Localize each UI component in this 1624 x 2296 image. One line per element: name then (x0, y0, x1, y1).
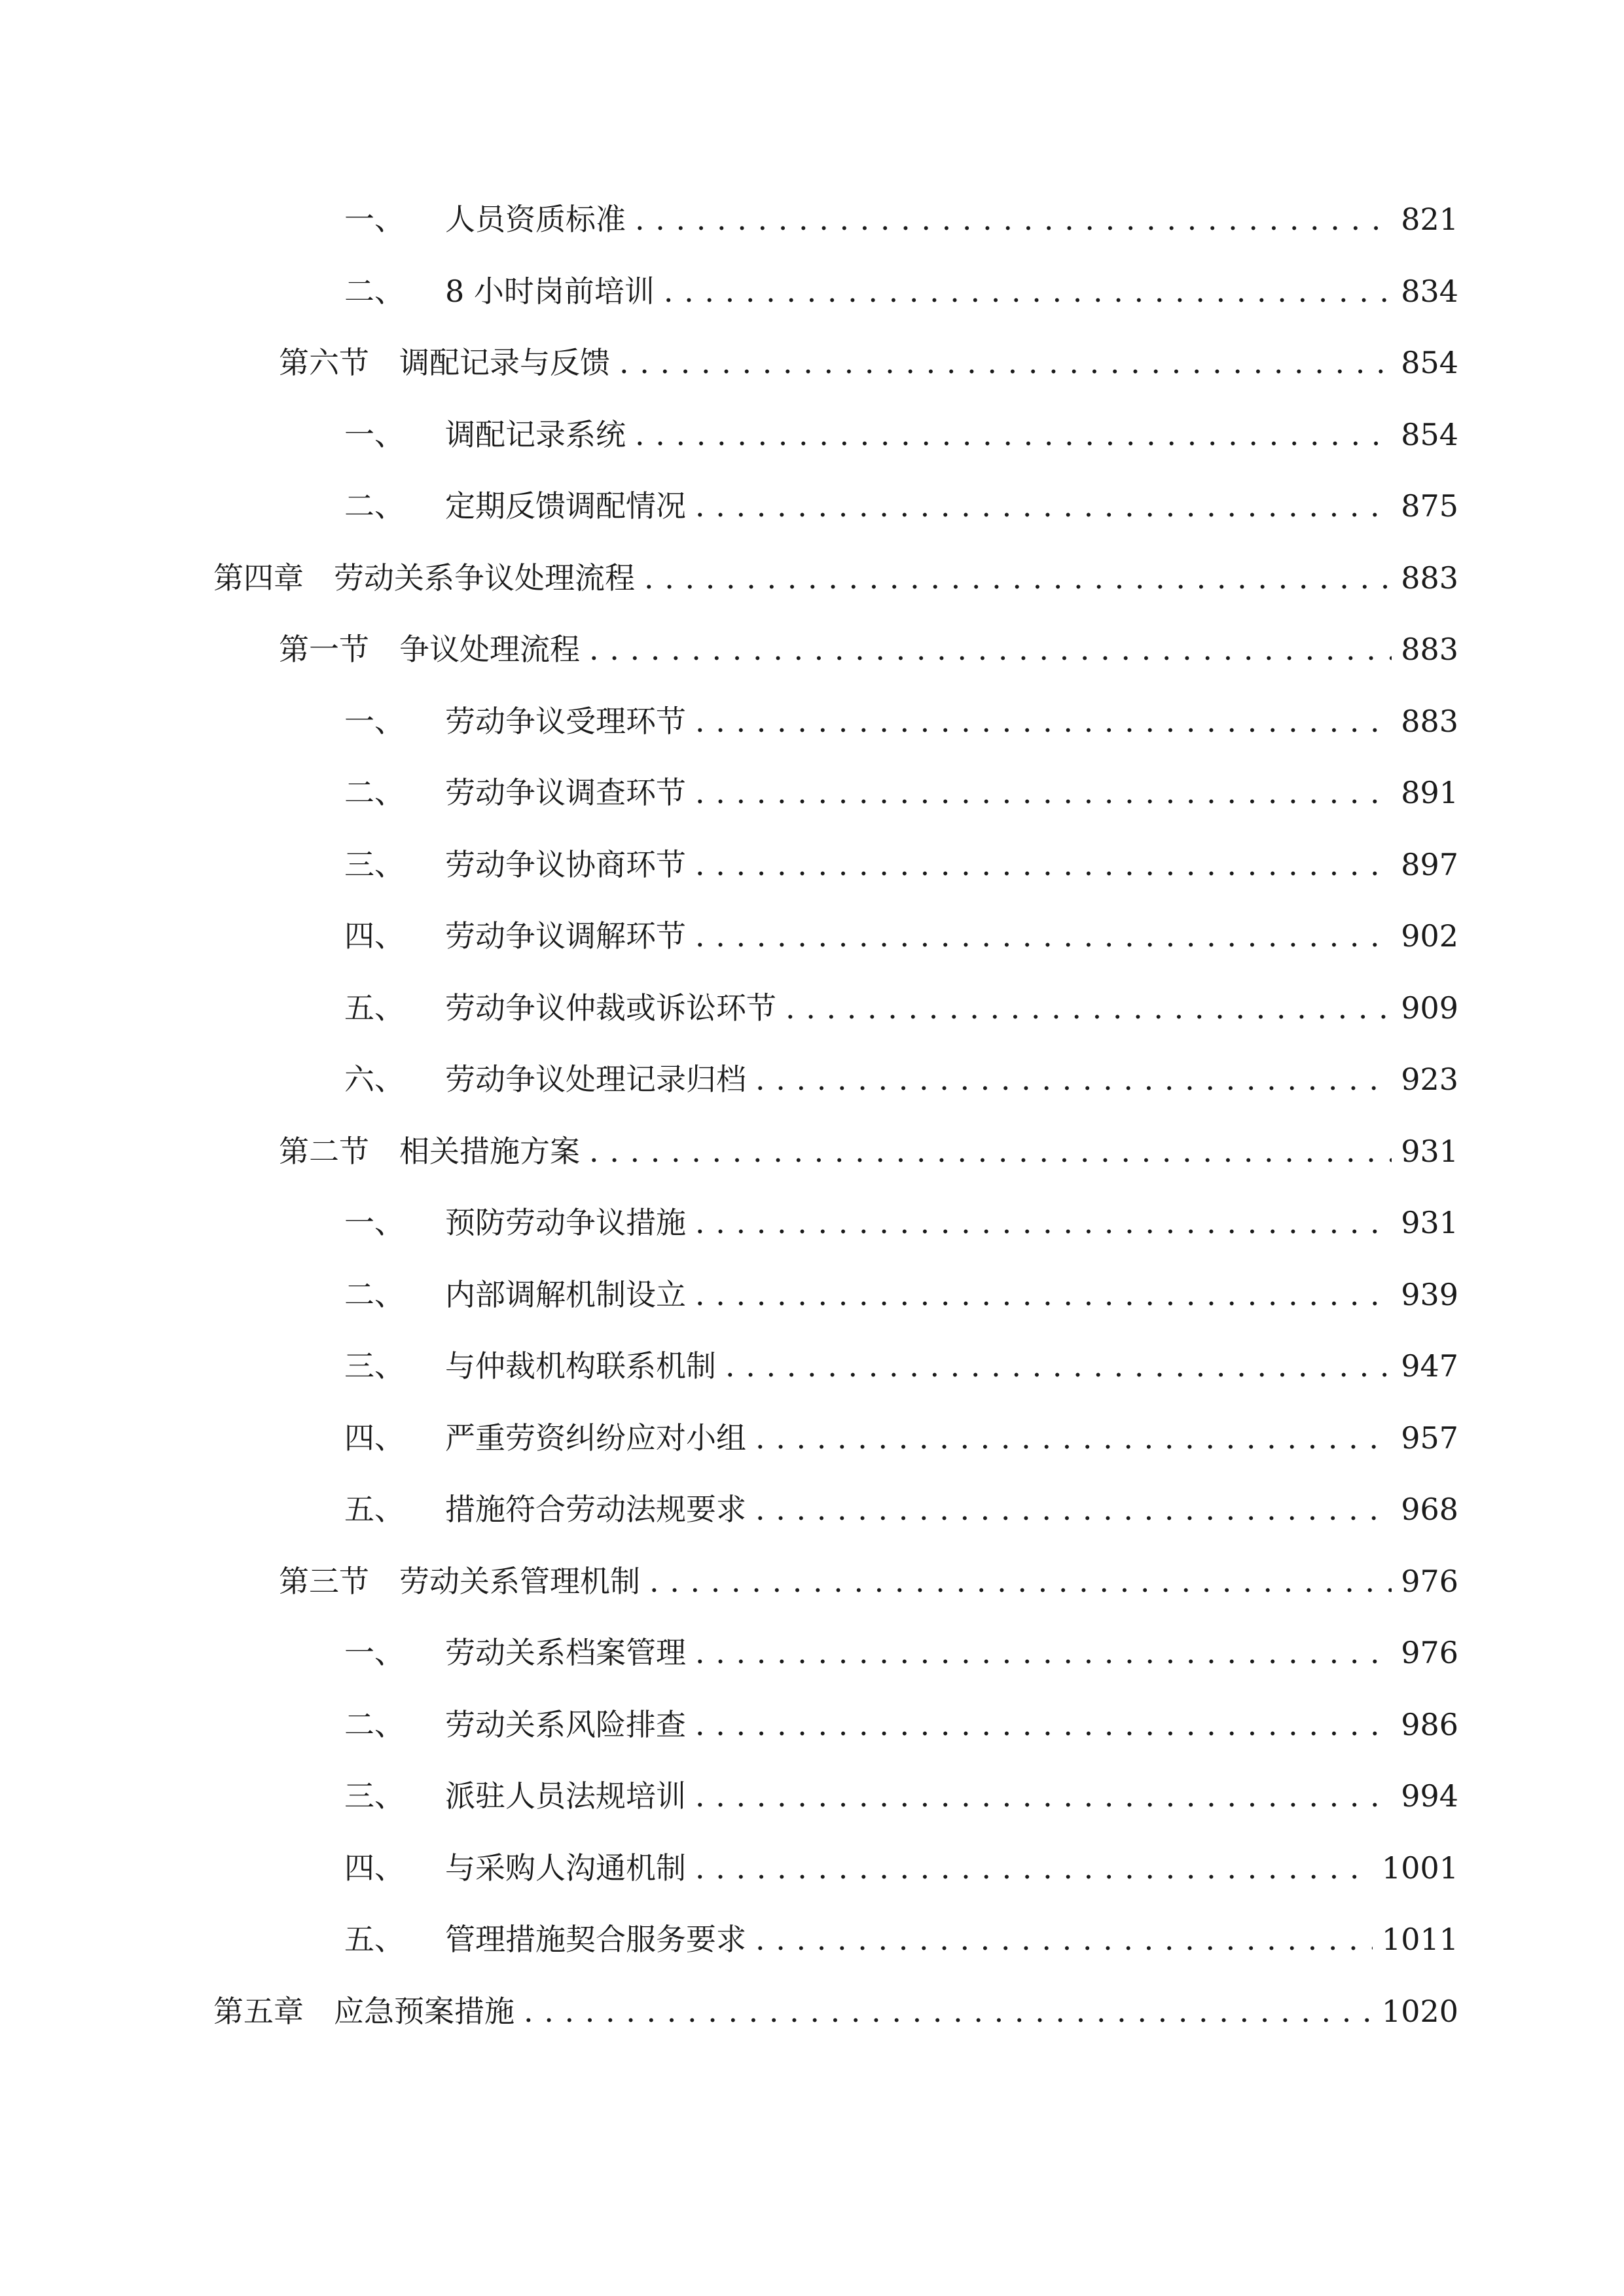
toc-entry-number: 二、 (344, 274, 405, 309)
toc-leader-dots (664, 265, 1392, 317)
toc-entry-number: 三、 (344, 1348, 405, 1384)
toc-entry-number: 二、 (344, 1707, 405, 1742)
toc-entry[interactable] (344, 1698, 1458, 1751)
toc-entry[interactable] (279, 1125, 1458, 1177)
toc-leader-dots (695, 766, 1392, 819)
toc-entry[interactable] (344, 982, 1458, 1034)
toc-entry-page: 1020 (1381, 1994, 1458, 2029)
toc-entry-page: 883 (1401, 704, 1458, 739)
toc-entry[interactable] (344, 1340, 1458, 1392)
toc-leader-dots (755, 1483, 1392, 1535)
toc-entry-title: 与仲裁机构联系机制 (445, 1348, 716, 1384)
toc-entry-page: 854 (1401, 417, 1458, 452)
toc-entry-title: 内部调解机制设立 (445, 1277, 686, 1312)
toc-entry-number: 一、 (344, 1205, 405, 1240)
toc-entry-page: 976 (1401, 1635, 1458, 1670)
toc-entry-title: 人员资质标准 (445, 202, 626, 237)
toc-entry-page: 923 (1401, 1062, 1458, 1097)
toc-entry-title: 劳动关系档案管理 (445, 1635, 686, 1670)
toc-entry[interactable] (279, 623, 1458, 675)
toc-entry-number: 二、 (344, 1277, 405, 1312)
toc-entry-page: 931 (1401, 1134, 1458, 1169)
toc-leader-dots (644, 552, 1392, 604)
toc-entry-title: 派驻人员法规培训 (445, 1778, 686, 1814)
toc-entry-title: 严重劳资纠纷应对小组 (445, 1420, 746, 1456)
toc-entry-page: 939 (1401, 1277, 1458, 1312)
toc-entry-title: 劳动争议协商环节 (445, 847, 686, 882)
toc-entry-page: 897 (1401, 847, 1458, 882)
toc-leader-dots (589, 623, 1392, 675)
toc-entry-title: 劳动关系争议处理流程 (334, 560, 635, 596)
toc-leader-dots (695, 1626, 1392, 1679)
toc-entry-number: 六、 (344, 1062, 405, 1097)
toc-entry-title: 劳动关系管理机制 (399, 1564, 640, 1599)
toc-entry-number: 五、 (344, 1492, 405, 1527)
toc-entry-title: 劳动争议调解环节 (445, 918, 686, 954)
toc-entry-number: 二、 (344, 488, 405, 524)
toc-entry-title: 劳动争议受理环节 (445, 704, 686, 739)
toc-entry-title: 相关措施方案 (399, 1134, 580, 1169)
toc-leader-dots (755, 1412, 1392, 1464)
toc-entry-number: 二、 (344, 775, 405, 810)
toc-entry-title: 调配记录与反馈 (399, 345, 610, 380)
toc-entry[interactable] (344, 695, 1458, 747)
toc-entry-number: 四、 (344, 1420, 405, 1456)
toc-leader-dots (635, 193, 1392, 245)
toc-leader-dots (755, 1053, 1392, 1105)
toc-leader-dots (649, 1555, 1392, 1607)
toc-leader-dots (695, 480, 1392, 532)
toc-entry-page: 902 (1401, 918, 1458, 954)
toc-entry[interactable] (279, 336, 1458, 389)
toc-entry-title: 调配记录系统 (445, 417, 626, 452)
toc-entry-number: 一、 (344, 417, 405, 452)
toc-leader-dots (635, 408, 1392, 461)
toc-entry[interactable] (344, 910, 1458, 962)
toc-entry-number: 一、 (344, 704, 405, 739)
toc-leader-dots (695, 1698, 1392, 1751)
toc-entry[interactable] (344, 1770, 1458, 1822)
toc-entry-page: 994 (1401, 1778, 1458, 1814)
toc-entry-number: 一、 (344, 202, 405, 237)
toc-entry-page: 891 (1401, 775, 1458, 810)
toc-entry-page: 968 (1401, 1492, 1458, 1527)
toc-entry-page: 883 (1401, 632, 1458, 667)
toc-entry-number: 第五章 (213, 1994, 304, 2029)
toc-entry-title: 与采购人沟通机制 (445, 1850, 686, 1886)
toc-entry-page: 931 (1401, 1205, 1458, 1240)
toc-entry-number: 一、 (344, 1635, 405, 1670)
toc-leader-dots (619, 336, 1392, 389)
toc-entry-title: 措施符合劳动法规要求 (445, 1492, 746, 1527)
toc-entry-number: 四、 (344, 1850, 405, 1886)
toc-entry-title: 劳动争议调查环节 (445, 775, 686, 810)
toc-leader-dots (589, 1125, 1392, 1177)
toc-entry-page: 821 (1401, 202, 1458, 237)
toc-leader-dots (725, 1340, 1392, 1392)
toc-entry-number: 四、 (344, 918, 405, 954)
toc-entry[interactable] (213, 552, 1458, 604)
toc-entry-title: 劳动争议仲裁或诉讼环节 (445, 990, 776, 1026)
toc-entry-title: 预防劳动争议措施 (445, 1205, 686, 1240)
toc-entry[interactable] (344, 1626, 1458, 1679)
toc-leader-dots (785, 982, 1392, 1034)
toc-entry-number: 第三节 (279, 1564, 369, 1599)
toc-entry[interactable] (279, 1555, 1458, 1607)
toc-entry-title: 8 小时岗前培训 (445, 274, 655, 309)
toc-entry-page: 875 (1401, 488, 1458, 524)
toc-entry[interactable] (344, 1053, 1458, 1105)
toc-entry-page: 909 (1401, 990, 1458, 1026)
toc-entry-number: 第二节 (279, 1134, 369, 1169)
toc-leader-dots (695, 1196, 1392, 1249)
toc-entry-page: 883 (1401, 560, 1458, 596)
toc-entry-number: 五、 (344, 990, 405, 1026)
toc-leader-dots (695, 910, 1392, 962)
toc-entry-number: 五、 (344, 1922, 405, 1957)
toc-leader-dots (695, 695, 1392, 747)
toc-entry[interactable] (344, 838, 1458, 891)
toc-entry-title: 应急预案措施 (334, 1994, 514, 2029)
toc-entry-page: 957 (1401, 1420, 1458, 1456)
toc-leader-dots (695, 1842, 1373, 1894)
toc-entry[interactable] (344, 1483, 1458, 1535)
toc-leader-dots (524, 1985, 1373, 2037)
toc-entry[interactable] (344, 1842, 1458, 1894)
toc-entry-page: 1001 (1381, 1850, 1458, 1886)
toc-entry-number: 三、 (344, 1778, 405, 1814)
toc-entry-page: 976 (1401, 1564, 1458, 1599)
toc-entry[interactable] (344, 480, 1458, 532)
toc-entry-number: 第四章 (213, 560, 304, 596)
toc-leader-dots (695, 1770, 1392, 1822)
toc-entry-number: 第六节 (279, 345, 369, 380)
toc-entry[interactable] (213, 1985, 1458, 2037)
toc-entry-title: 管理措施契合服务要求 (445, 1922, 746, 1957)
toc-entry-title: 劳动争议处理记录归档 (445, 1062, 746, 1097)
toc-leader-dots (755, 1913, 1373, 1965)
toc-entry[interactable] (344, 193, 1458, 245)
toc-entry-page: 986 (1401, 1707, 1458, 1742)
toc-entry[interactable] (344, 1196, 1458, 1249)
toc-entry[interactable] (344, 408, 1458, 461)
toc-entry[interactable] (344, 1913, 1458, 1965)
toc-entry[interactable] (344, 766, 1458, 819)
toc-entry-title: 劳动关系风险排查 (445, 1707, 686, 1742)
toc-entry-page: 1011 (1381, 1922, 1458, 1957)
toc-entry-number: 第一节 (279, 632, 369, 667)
toc-entry-number: 三、 (344, 847, 405, 882)
toc-entry-title: 定期反馈调配情况 (445, 488, 686, 524)
toc-entry[interactable] (344, 1412, 1458, 1464)
toc-leader-dots (695, 1268, 1392, 1321)
toc-entry-title: 争议处理流程 (399, 632, 580, 667)
toc-entry[interactable] (344, 265, 1458, 317)
toc-entry-page: 947 (1401, 1348, 1458, 1384)
toc-leader-dots (695, 838, 1392, 891)
toc-entry[interactable] (344, 1268, 1458, 1321)
toc-entry-page: 854 (1401, 345, 1458, 380)
toc-entry-page: 834 (1401, 274, 1458, 309)
